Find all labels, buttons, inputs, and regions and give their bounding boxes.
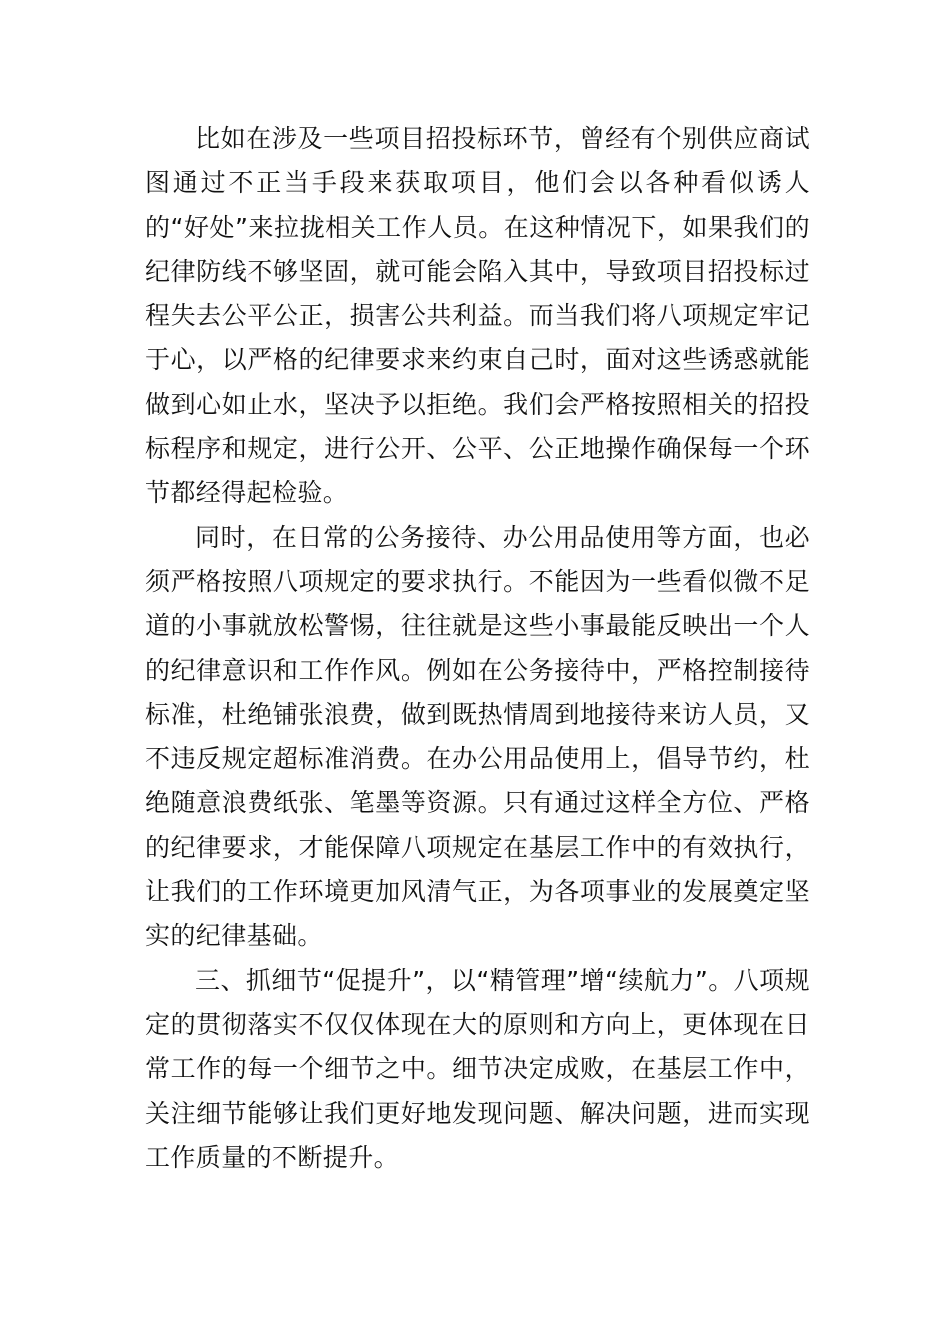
- paragraph-2: 同时，在日常的公务接待、办公用品使用等方面，也必须严格按照八项规定的要求执行。不能因为一些看似微不足道的小事就放松警惕，往往就是这些小事最能反映出一个人的纪律意识和工作作风。例如在公务接待中，严格控制接待标准，杜绝铺张浪费，做到既热情周到地接待来访人员，又不违反规定超标准消费。在办公用品使用上，倡导节约，杜绝随意浪费纸张、笔墨等资源。只有通过这样全方位、严格的纪律要求，才能保障八项规定在基层工作中的有效执行，让我们的工作环境更加风清气正，为各项事业的发展奠定坚实的纪律基础。: [145, 522, 810, 951]
- paragraph-1: 比如在涉及一些项目招投标环节，曾经有个别供应商试图通过不正当手段来获取项目，他们会以各种看似诱人的“好处”来拉拢相关工作人员。在这种情况下，如果我们的纪律防线不够坚固，就可能会陷入其中，导致项目招投标过程失去公平公正，损害公共利益。而当我们将八项规定牢记于心，以严格的纪律要求来约束自己时，面对这些诱惑就能做到心如止水，坚决予以拒绝。我们会严格按照相关的招投标程序和规定，进行公开、公平、公正地操作确保每一个环节都经得起检验。: [145, 124, 810, 508]
- paragraph-3: 三、抓细节“促提升”，以“精管理”增“续航力”。八项规定的贯彻落实不仅仅体现在大的原则和方向上，更体现在日常工作的每一个细节之中。细节决定成败，在基层工作中，关注细节能够让我们更好地发现问题、解决问题，进而实现工作质量的不断提升。: [145, 965, 810, 1172]
- document-body: [145, 117, 810, 1180]
